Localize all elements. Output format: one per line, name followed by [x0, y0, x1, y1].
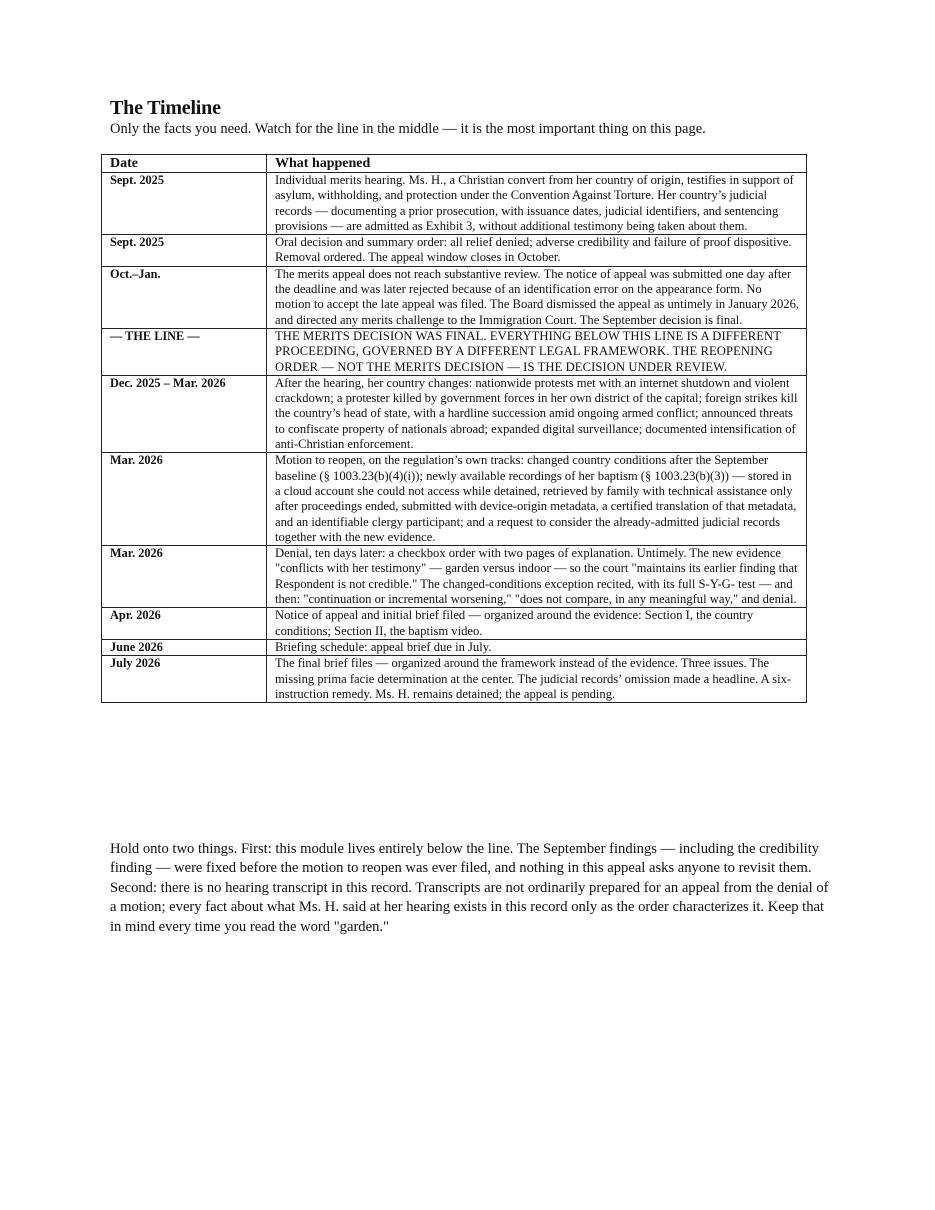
timeline-table — [101, 154, 807, 703]
table-row — [102, 235, 807, 267]
table-row — [102, 608, 807, 640]
row-description: Notice of appeal and initial brief filed — organized around the evidence: Section I, the country conditions; Section II, the baptism video. — [267, 608, 807, 640]
table-row — [102, 266, 807, 328]
row-date: Dec. 2025 – Mar. 2026 — [102, 375, 267, 452]
table-header-row — [102, 155, 807, 173]
row-date: July 2026 — [102, 656, 267, 703]
table-row — [102, 546, 807, 608]
closing-paragraph: Hold onto two things. First: this module lives entirely below the line. The September findings — including the credibility finding — were fixed before the motion to reopen was ever filed, and nothing in this appeal asks anyone to revisit them. Second: there is no hearing transcript in this record. Transcripts are not ordinarily prepared for an appeal from the denial of a motion; every fact about what Ms. H. said at her hearing exists in this record only as the order characterizes it. Keep that in mind every time you read the word "garden." — [110, 841, 829, 935]
row-description: THE MERITS DECISION WAS FINAL. EVERYTHING BELOW THIS LINE IS A DIFFERENT PROCEEDING, GOVERNED BY A DIFFERENT LEGAL FRAMEWORK. THE REOPENING ORDER — NOT THE MERITS DECISION — IS THE DECISION UNDER REVIEW. — [267, 328, 807, 375]
row-description: Oral decision and summary order: all relief denied; adverse credibility and failure of proof dispositive. Removal ordered. The appeal window closes in October. — [267, 235, 807, 267]
row-description: The merits appeal does not reach substantive review. The notice of appeal was submitted one day after the deadline and was later rejected because of an identification error on the appearance form. No motion to accept the late appeal was filed. The Board dismissed the appeal as untimely in January 2026, and directed any merits challenge to the Immigration Court. The September decision is final. — [267, 266, 807, 328]
row-description: Motion to reopen, on the regulation’s own tracks: changed country conditions after the September baseline (§ 1003.23(b)(4)(i)); newly available recordings of her baptism (§ 1003.23(b)(3)) — stored in a cloud account she could not access while detained, retrieved by family with technical assistance only after proceedings ended, submitted with device-origin metadata, a certified translation of that metadata, and an identifiable clergy participant; and a request to consider the already-admitted judicial records together with the new evidence. — [267, 453, 807, 546]
row-description: Individual merits hearing. Ms. H., a Christian convert from her country of origin, testifies in support of asylum, withholding, and protection under the Convention Against Torture. Her country’s judicial records — documenting a prior prosecution, with issuance dates, judicial identifiers, and sentencing provisions — are admitted as Exhibit 3, without additional testimony being taken about them. — [267, 173, 807, 235]
row-description: After the hearing, her country changes: nationwide protests met with an internet shutdown and violent crackdown; a protester killed by government forces in her own district of the capital; foreign strikes kill the country’s head of state, with a hardline succession amid ongoing armed conflict; announced threats to confiscate property of nationals abroad; expanded digital surveillance; documented intensification of anti-Christian enforcement. — [267, 375, 807, 452]
row-description: The final brief files — organized around the framework instead of the evidence. Three issues. The missing prima facie determination at the center. The judicial records’ omission made a headline. A six-instruction remedy. Ms. H. remains detained; the appeal is pending. — [267, 656, 807, 703]
row-date: — THE LINE — — [102, 328, 267, 375]
page-subtitle: Only the facts you need. Watch for the line in the middle — it is the most important thing on this page. — [110, 121, 706, 137]
table-row — [102, 173, 807, 235]
table-row — [102, 453, 807, 546]
page-title: The Timeline — [110, 97, 221, 119]
table-row — [102, 656, 807, 703]
row-date: Sept. 2025 — [102, 235, 267, 267]
row-description: Denial, ten days later: a checkbox order with two pages of explanation. Untimely. The new evidence "conflicts with her testimony" — garden versus indoor — so the court "maintains its earlier finding that Respondent is not credible." The changed-conditions exception recited, with its full S-Y-G- test — and then: "continuation or incremental worsening," "does not compare, in any meaningful way," and denial. — [267, 546, 807, 608]
table-row — [102, 375, 807, 452]
row-date: Apr. 2026 — [102, 608, 267, 640]
row-date: June 2026 — [102, 639, 267, 655]
row-date: Oct.–Jan. — [102, 266, 267, 328]
row-date: Mar. 2026 — [102, 453, 267, 546]
row-date: Mar. 2026 — [102, 546, 267, 608]
table-row — [102, 639, 807, 655]
column-header-date: Date — [102, 155, 267, 173]
row-date: Sept. 2025 — [102, 173, 267, 235]
table-row-the-line — [102, 328, 807, 375]
row-description: Briefing schedule: appeal brief due in July. — [267, 639, 807, 655]
column-header-what-happened: What happened — [267, 155, 807, 173]
